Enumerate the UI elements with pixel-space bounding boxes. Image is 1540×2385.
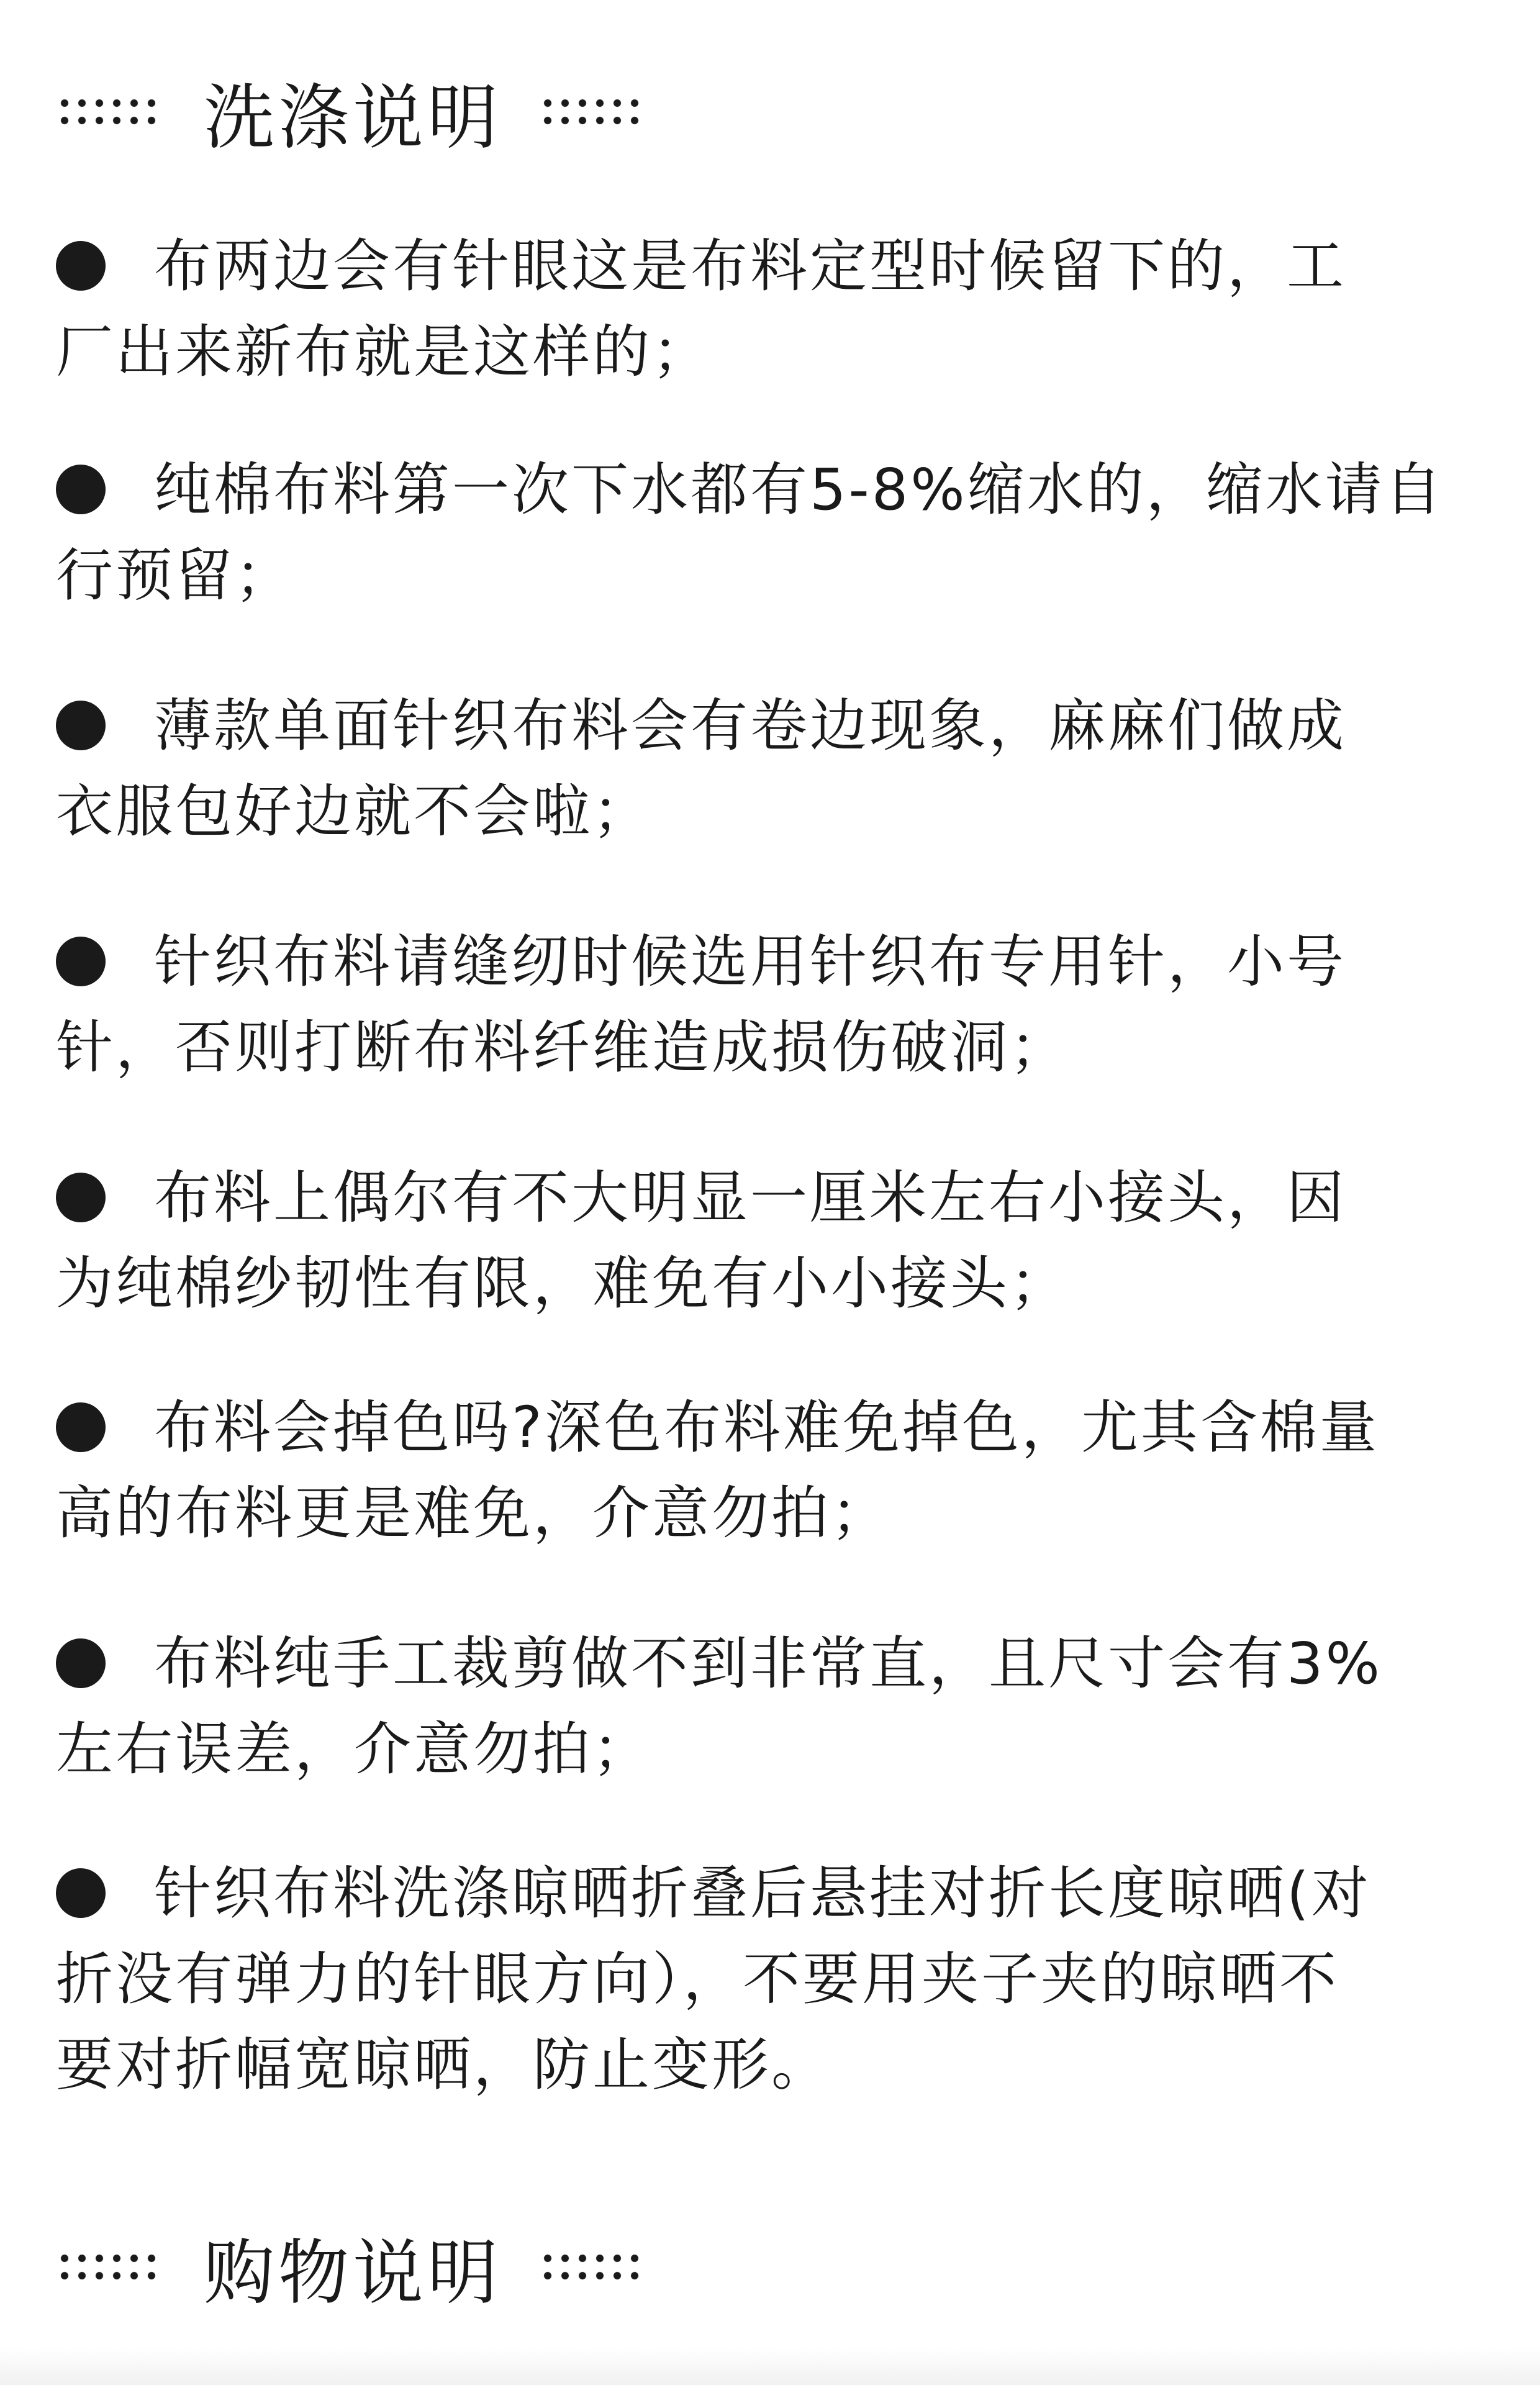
list-item	[56, 919, 1503, 1091]
bullet-icon	[56, 241, 106, 291]
bullet-icon	[56, 701, 106, 750]
bottom-edge-shade	[0, 2348, 1540, 2385]
item-line: 针，否则打断布料纤维造成损伤破洞；	[56, 1014, 1070, 1081]
bullet-icon	[56, 465, 106, 514]
list-item	[56, 1621, 1503, 1792]
item-line: 布两边会有针眼这是布料定型时候留下的，工	[56, 224, 1503, 309]
item-line: 纯棉布料第一次下水都有5-8%缩水的，缩水请自	[56, 447, 1503, 533]
shopping-instructions-heading	[56, 2217, 645, 2317]
list-item	[56, 224, 1503, 395]
washing-instructions-heading	[56, 62, 645, 161]
bullet-icon	[56, 1173, 106, 1222]
item-line: 针织布料请缝纫时候选用针织布专用针，小号	[56, 919, 1503, 1005]
item-line: 布料会掉色吗?深色布料难免掉色，尤其含棉量	[56, 1385, 1503, 1471]
item-line: 厂出来新布就是这样的；	[56, 319, 712, 385]
list-item	[56, 1155, 1503, 1327]
bullet-icon	[56, 937, 106, 986]
heading-text: 购物说明	[204, 2232, 502, 2314]
item-line: 薄款单面针织布料会有卷边现象，麻麻们做成	[56, 683, 1503, 769]
item-line: 衣服包好边就不会啦；	[56, 778, 653, 845]
item-line: 高的布料更是难免，介意勿拍；	[56, 1480, 891, 1547]
dots-ornament-left	[56, 2248, 161, 2286]
dots-ornament-right	[539, 93, 645, 130]
item-line: 布料上偶尔有不大明显一厘米左右小接头，因	[56, 1155, 1503, 1241]
dots-ornament-left	[56, 93, 161, 130]
item-line: 折没有弹力的针眼方向），不要用夹子夹的晾晒不	[56, 1946, 1339, 2012]
heading-text: 洗涤说明	[204, 76, 502, 159]
bullet-icon	[56, 1638, 106, 1688]
item-line: 布料纯手工裁剪做不到非常直，且尺寸会有3%	[56, 1621, 1503, 1707]
item-line: 要对折幅宽晾晒，防止变形。	[56, 2032, 831, 2098]
bullet-icon	[56, 1402, 106, 1452]
list-item	[56, 1385, 1503, 1556]
list-item	[56, 1851, 1503, 2108]
dots-ornament-right	[539, 2248, 645, 2286]
item-line: 行预留；	[56, 542, 295, 609]
item-line: 为纯棉纱韧性有限，难免有小小接头；	[56, 1250, 1070, 1317]
list-item	[56, 447, 1503, 619]
item-line: 左右误差，介意勿拍；	[56, 1716, 653, 1783]
item-line: 针织布料洗涤晾晒折叠后悬挂对折长度晾晒(对	[56, 1851, 1503, 1937]
bullet-icon	[56, 1868, 106, 1918]
list-item	[56, 683, 1503, 855]
